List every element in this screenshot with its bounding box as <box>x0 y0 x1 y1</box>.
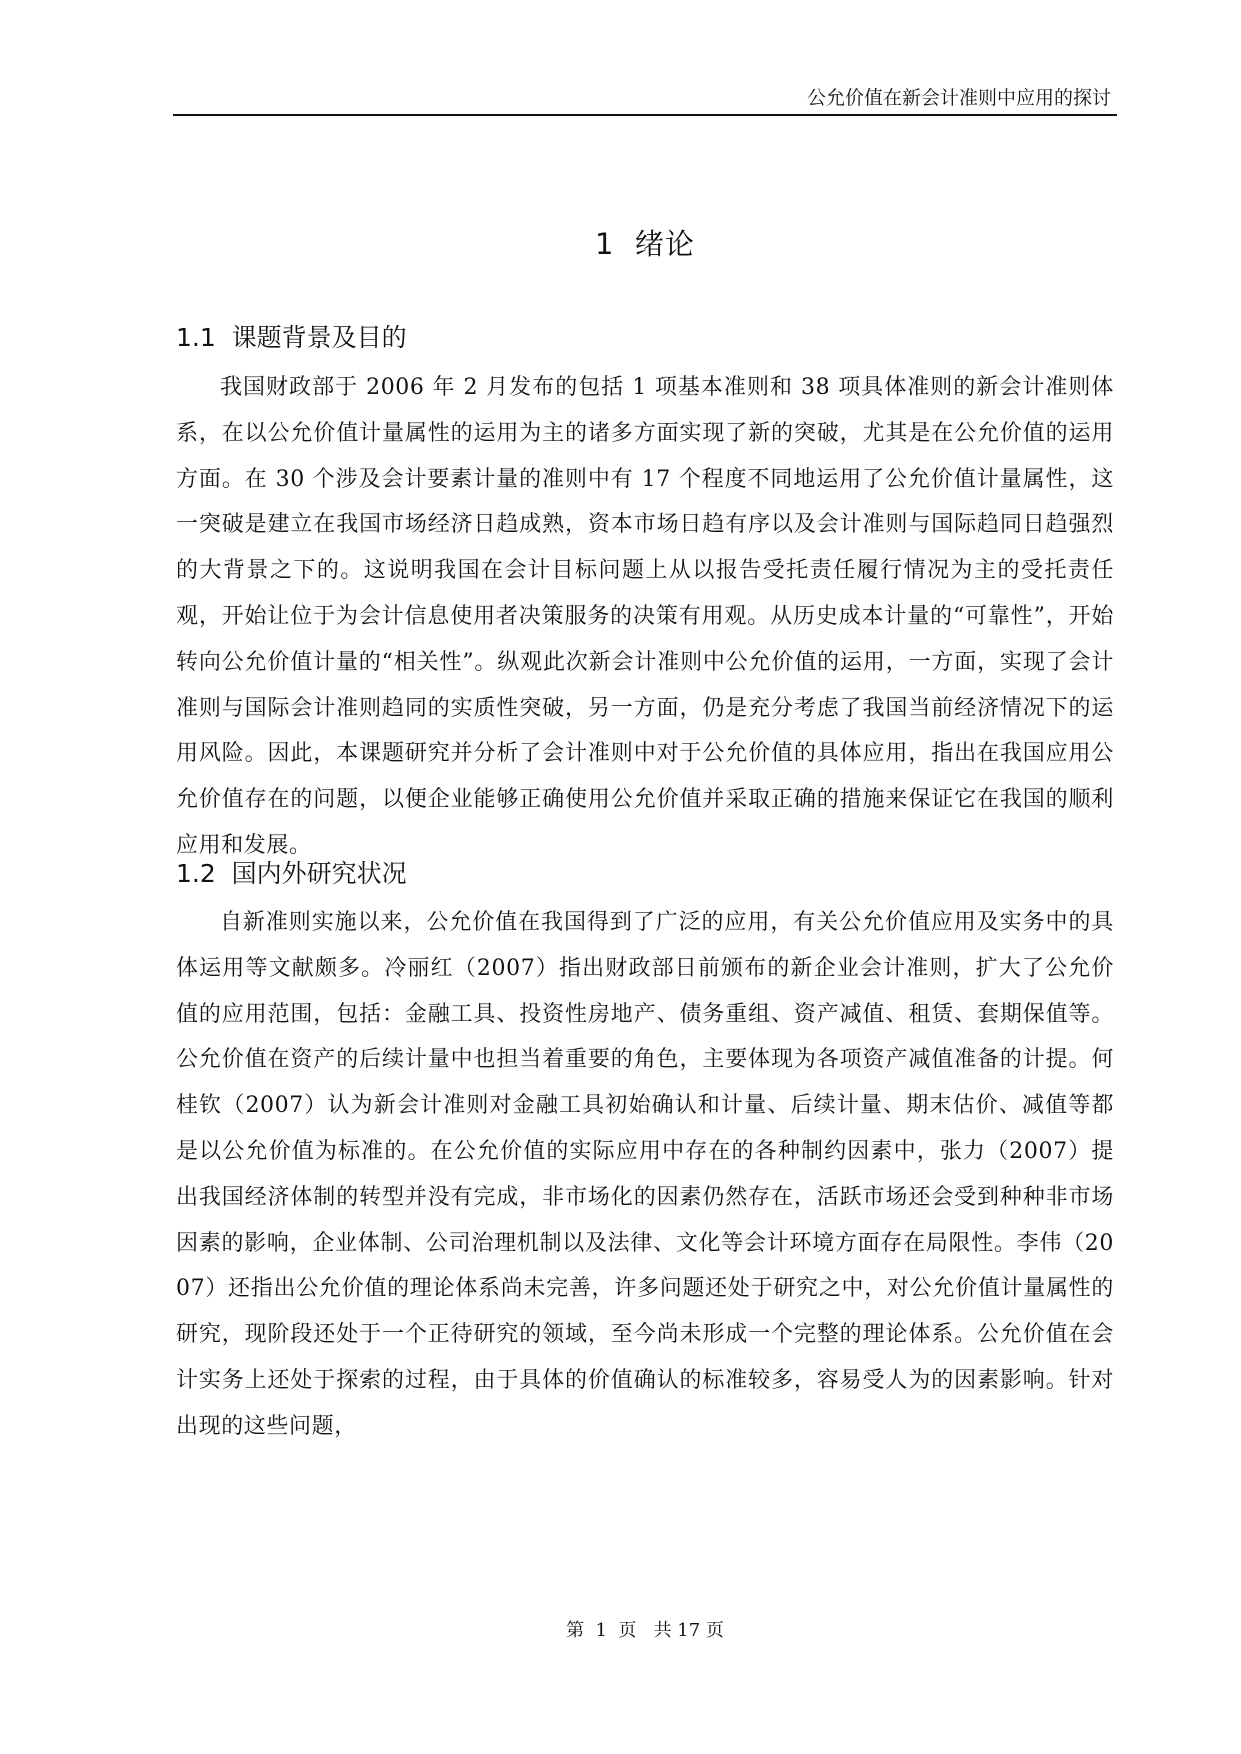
section-heading-1-2: 1.2 国内外研究状况 <box>176 859 407 888</box>
running-header-title: 公允价值在新会计准则中应用的探讨 <box>806 87 1111 109</box>
paragraph-research-status: 自新准则实施以来，公允价值在我国得到了广泛的应用，有关公允价值应用及实务中的具体运用等文献颇多。冷丽红（2007）指出财政部日前颁布的新企业会计准则，扩大了公允价值的应用范围，包括：金融工具、投资性房地产、债务重组、资产减值、租赁、套期保值等。公允价值在资产的后续计量中也担当着重要的角色，主要体现为各项资产减值准备的计提。何桂钦（2007）认为新会计准则对金融工具初始确认和计量、后续计量、期末估价、减值等都是以公允价值为标准的。在公允价值的实际应用中存在的各种制约因素中，张力（2007）提出我国经济体制的转型并没有完成，非市场化的因素仍然存在，活跃市场还会受到种种非市场因素的影响，企业体制、公司治理机制以及法律、文化等会计环境方面存在局限性。李伟（2007）还指出公允价值的理论体系尚未完善，许多问题还处于研究之中，对公允价值计量属性的研究，现阶段还处于一个正待研究的领域，至今尚未形成一个完整的理论体系。公允价值在会计实务上还处于探索的过程，由于具体的价值确认的标准较多，容易受人为的因素影响。针对出现的这些问题， <box>176 910 1114 1439</box>
section-heading-1-1: 1.1 课题背景及目的 <box>176 323 407 352</box>
page-number-footer: 第 1 页 共 17 页 <box>566 1620 724 1641</box>
header-divider <box>173 114 1117 116</box>
chapter-title: 1 绪论 <box>595 227 695 261</box>
paragraph-background: 我国财政部于 2006 年 2 月发布的包括 1 项基本准则和 38 项具体准则的新会计准则体系，在以公允价值计量属性的运用为主的诸多方面实现了新的突破，尤其是在公允价值的运用方面。在 30 个涉及会计要素计量的准则中有 17 个程度不同地运用了公允价值计量属性，这一突破是建立在我国市场经济日趋成熟，资本市场日趋有序以及会计准则与国际趋同日趋强烈的大背景之下的。这说明我国在会计目标问题上从以报告受托责任履行情况为主的受托责任观，开始让位于为会计信息使用者决策服务的决策有用观。从历史成本计量的“可靠性”，开始转向公允价值计量的“相关性”。纵观此次新会计准则中公允价值的运用，一方面，实现了会计准则与国际会计准则趋同的实质性突破，另一方面，仍是充分考虑了我国当前经济情况下的运用风险。因此，本课题研究并分析了会计准则中对于公允价值的具体应用，指出在我国应用公允价值存在的问题，以便企业能够正确使用公允价值并采取正确的措施来保证它在我国的顺利应用和发展。 <box>176 375 1114 858</box>
